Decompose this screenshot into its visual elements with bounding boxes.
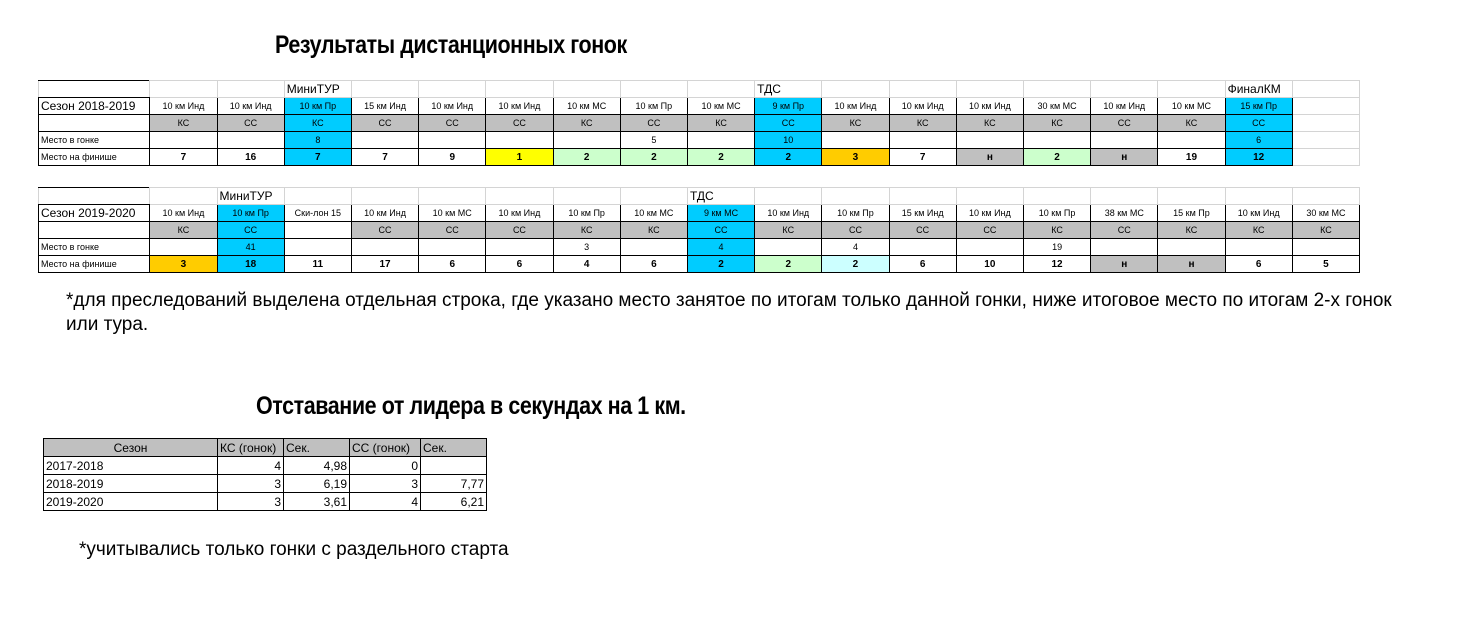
finish-cell: 2 [687,256,754,273]
lag-cell: 3 [218,475,284,493]
lag-cell: 2018-2019 [44,475,218,493]
distance-cell: 10 км Пр [1023,205,1090,222]
style-cell: КС [755,222,822,239]
place-cell: 8 [284,132,351,149]
distance-cell: 38 км МС [1091,205,1158,222]
row-label: Место в гонке [39,132,150,149]
distance-cell: 10 км Инд [889,98,956,115]
distance-cell: 10 км Инд [150,98,217,115]
group-label [822,188,889,205]
finish-row [39,149,1360,166]
group-label [1091,188,1158,205]
place-cell [889,132,956,149]
distance-cell: 10 км Пр [553,205,620,222]
place-cell: 3 [553,239,620,256]
distance-cell: 10 км Пр [284,98,351,115]
lag-cell: 6,19 [284,475,350,493]
finish-cell: 2 [620,149,687,166]
distance-row [39,205,1360,222]
finish-cell: н [1158,256,1225,273]
style-cell: КС [1225,222,1292,239]
style-cell: СС [351,115,418,132]
group-label [620,81,687,98]
lag-row [44,475,487,493]
place-cell [553,132,620,149]
style-cell [1292,115,1359,132]
style-cell: СС [486,115,553,132]
finish-cell: 6 [486,256,553,273]
distance-cell: 10 км Пр [822,205,889,222]
lag-title: Отставание от лидера в секундах на 1 км. [256,392,686,420]
finish-cell: 19 [1158,149,1225,166]
place-cell [1091,132,1158,149]
style-cell: КС [150,115,217,132]
finish-cell: 7 [889,149,956,166]
lag-header-cell: Сек. [421,439,487,457]
distance-cell: 15 км Инд [351,98,418,115]
distance-cell: 10 км Пр [217,205,284,222]
lag-cell: 2017-2018 [44,457,218,475]
group-label [956,188,1023,205]
distance-cell: 10 км Инд [755,205,822,222]
distance-cell: 10 км Инд [956,98,1023,115]
lag-header-cell: Сезон [44,439,218,457]
style-cell: СС [755,115,822,132]
finish-cell: 2 [755,149,822,166]
place-cell [351,132,418,149]
distance-cell: 10 км МС [687,98,754,115]
place-cell [150,132,217,149]
distance-cell: 9 км Пр [755,98,822,115]
group-label [150,188,217,205]
group-label: ТДС [687,188,754,205]
lag-cell: 4 [350,493,421,511]
group-row [39,81,1360,98]
place-cell [1158,132,1225,149]
empty-cell [39,115,150,132]
place-cell [755,239,822,256]
style-cell: КС [1023,115,1090,132]
distance-cell: 10 км Инд [419,98,486,115]
lag-cell: 6,21 [421,493,487,511]
distance-cell: 10 км Инд [1225,205,1292,222]
lag-row [44,457,487,475]
place-cell [889,239,956,256]
place-row [39,132,1360,149]
group-label [620,188,687,205]
distance-cell: 15 км Пр [1225,98,1292,115]
lag-header-cell: СС (гонок) [350,439,421,457]
finish-cell: 11 [284,256,351,273]
finish-cell: 2 [822,256,889,273]
lag-header-row [44,439,487,457]
lag-cell [421,457,487,475]
style-cell: КС [150,222,217,239]
place-cell: 4 [687,239,754,256]
place-cell [956,239,1023,256]
place-cell: 4 [822,239,889,256]
group-label [553,188,620,205]
group-label [486,81,553,98]
lag-header-cell: КС (гонок) [218,439,284,457]
style-row [39,222,1360,239]
distance-row [39,98,1360,115]
style-cell [284,222,351,239]
place-cell [284,239,351,256]
place-cell [956,132,1023,149]
finish-cell: 3 [150,256,217,273]
distance-cell: 10 км МС [1158,98,1225,115]
style-cell: СС [217,222,284,239]
style-cell: КС [687,115,754,132]
style-cell: СС [822,222,889,239]
finish-cell: 10 [956,256,1023,273]
style-cell: КС [1158,222,1225,239]
place-cell [1023,132,1090,149]
style-cell: КС [284,115,351,132]
distance-cell: Ски-лон 15 [284,205,351,222]
place-cell [1292,132,1359,149]
style-cell: КС [553,222,620,239]
distance-cell: 10 км Инд [1091,98,1158,115]
finish-cell: н [1091,149,1158,166]
finish-cell: н [956,149,1023,166]
distance-cell: 10 км МС [620,205,687,222]
group-label [1091,81,1158,98]
distance-cell: 10 км Инд [486,98,553,115]
group-label: ФиналКМ [1225,81,1292,98]
distance-cell: 10 км Инд [351,205,418,222]
style-cell: КС [1158,115,1225,132]
lag-cell: 0 [350,457,421,475]
finish-cell: 7 [150,149,217,166]
group-label [284,188,351,205]
place-cell [1292,239,1359,256]
group-label [351,188,418,205]
finish-cell: 18 [217,256,284,273]
group-label [351,81,418,98]
lag-cell: 3,61 [284,493,350,511]
group-label [755,188,822,205]
lag-cell: 4 [218,457,284,475]
place-cell [419,239,486,256]
finish-cell: 2 [687,149,754,166]
finish-cell: 6 [620,256,687,273]
distance-cell: 15 км Пр [1158,205,1225,222]
distance-cell: 10 км Инд [956,205,1023,222]
group-label [419,188,486,205]
finish-cell: 16 [217,149,284,166]
row-label: Место на финише [39,149,150,166]
place-cell [1091,239,1158,256]
group-label [419,81,486,98]
style-cell: СС [1091,115,1158,132]
distance-cell: 15 км Инд [889,205,956,222]
group-row [39,188,1360,205]
finish-cell: 6 [419,256,486,273]
place-cell [351,239,418,256]
finish-cell: 2 [1023,149,1090,166]
empty-cell [39,81,150,98]
place-cell: 6 [1225,132,1292,149]
place-cell: 41 [217,239,284,256]
place-cell [486,239,553,256]
group-label [1292,81,1359,98]
style-cell: СС [889,222,956,239]
finish-row [39,256,1360,273]
group-label [822,81,889,98]
lag-row [44,493,487,511]
finish-cell: 2 [553,149,620,166]
group-label: МиниТУР [284,81,351,98]
pursuit-note: *для преследований выделена отдельная строка, где указано место занятое по итогам только данной гонки, ниже итоговое место по итогам 2-х гонок или тура. [66,290,1392,335]
finish-cell: 2 [755,256,822,273]
place-row [39,239,1360,256]
style-cell: СС [351,222,418,239]
style-cell: КС [1023,222,1090,239]
style-cell: КС [1292,222,1359,239]
season-name: Сезон 2018-2019 [39,98,150,115]
group-label: МиниТУР [217,188,284,205]
finish-cell: 12 [1023,256,1090,273]
lag-cell: 3 [218,493,284,511]
style-cell: КС [822,115,889,132]
finish-cell: 6 [889,256,956,273]
finish-cell [1292,149,1359,166]
group-label [1225,188,1292,205]
place-cell [150,239,217,256]
group-label [687,81,754,98]
distance-cell: 30 км МС [1292,205,1359,222]
finish-cell: н [1091,256,1158,273]
season-2018-2019-table [38,80,1360,166]
finish-cell: 6 [1225,256,1292,273]
group-label [150,81,217,98]
place-cell [419,132,486,149]
group-label [486,188,553,205]
group-label [1158,188,1225,205]
place-cell [822,132,889,149]
style-cell: КС [620,222,687,239]
distance-cell: 10 км Инд [150,205,217,222]
distance-cell: 30 км МС [1023,98,1090,115]
finish-cell: 7 [284,149,351,166]
distance-cell: 10 км Инд [217,98,284,115]
finish-cell: 7 [351,149,418,166]
season-name: Сезон 2019-2020 [39,205,150,222]
group-label [889,81,956,98]
place-cell: 10 [755,132,822,149]
style-cell: СС [419,222,486,239]
season-2019-2020-table [38,187,1360,273]
distance-cell [1292,98,1359,115]
style-row [39,115,1360,132]
style-cell: СС [1091,222,1158,239]
style-cell: СС [486,222,553,239]
distance-cell: 10 км МС [553,98,620,115]
empty-cell [39,188,150,205]
row-label: Место на финише [39,256,150,273]
finish-cell: 17 [351,256,418,273]
distance-cell: 10 км Пр [620,98,687,115]
lag-cell: 4,98 [284,457,350,475]
lag-cell: 3 [350,475,421,493]
style-cell: КС [956,115,1023,132]
empty-cell [39,222,150,239]
group-label [1292,188,1359,205]
place-cell: 19 [1023,239,1090,256]
style-cell: КС [553,115,620,132]
style-cell: СС [1225,115,1292,132]
lag-cell: 7,77 [421,475,487,493]
group-label [1023,188,1090,205]
style-cell: КС [889,115,956,132]
group-label [553,81,620,98]
group-label [956,81,1023,98]
finish-cell: 9 [419,149,486,166]
distance-cell: 10 км Инд [822,98,889,115]
place-cell [1225,239,1292,256]
place-cell [687,132,754,149]
lag-header-cell: Сек. [284,439,350,457]
lag-cell: 2019-2020 [44,493,218,511]
place-cell [486,132,553,149]
group-label: ТДС [755,81,822,98]
place-cell [1158,239,1225,256]
finish-cell: 3 [822,149,889,166]
lag-note: *учитывались только гонки с раздельного старта [79,539,509,560]
page-title: Результаты дистанционных гонок [275,31,627,59]
style-cell: СС [687,222,754,239]
group-label [1023,81,1090,98]
place-cell [620,239,687,256]
group-label [889,188,956,205]
finish-cell: 1 [486,149,553,166]
finish-cell: 5 [1292,256,1359,273]
lag-table [43,438,487,511]
place-cell: 5 [620,132,687,149]
style-cell: СС [419,115,486,132]
place-cell [217,132,284,149]
distance-cell: 9 км МС [687,205,754,222]
group-label [1158,81,1225,98]
distance-cell: 10 км Инд [486,205,553,222]
row-label: Место в гонке [39,239,150,256]
finish-cell: 12 [1225,149,1292,166]
group-label [217,81,284,98]
style-cell: СС [620,115,687,132]
finish-cell: 4 [553,256,620,273]
distance-cell: 10 км МС [419,205,486,222]
style-cell: СС [217,115,284,132]
style-cell: СС [956,222,1023,239]
